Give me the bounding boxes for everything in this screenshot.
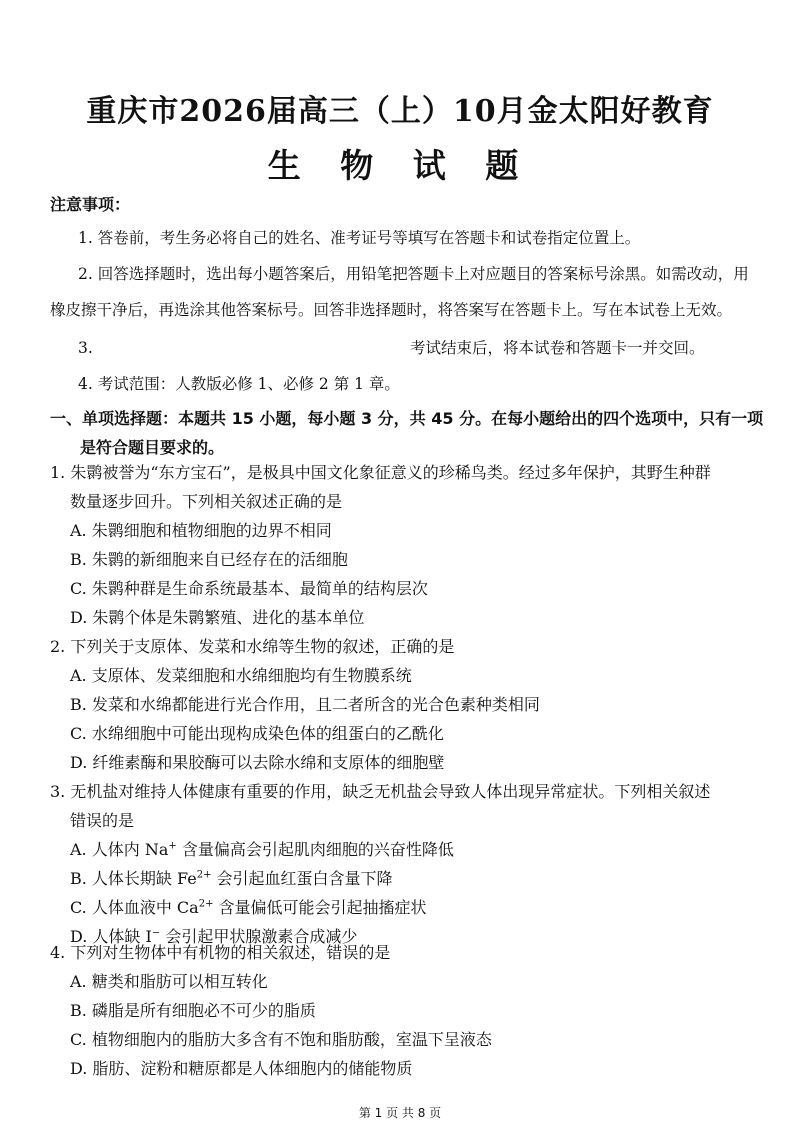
notice-item-2-line2: 橡皮擦干净后，再选涂其他答案标号。回答非选择题时，将答案写在答题卡上。写在本试卷上无效。 bbox=[50, 301, 733, 319]
question-1 bbox=[50, 458, 770, 632]
question-3-option-c: C. 人体血液中 $Ca^{2+}$ 含量偏低可能会引起抽搐症状 bbox=[70, 898, 427, 917]
question-2-option-b: B. 发菜和水绵都能进行光合作用，且二者所含的光合色素种类相同 bbox=[70, 695, 540, 714]
question-3-option-d: D. 人体缺 I− 会引起甲状腺激素合成减少 bbox=[70, 927, 358, 946]
question-1-stem-line2: 数量逐步回升。下列相关叙述正确的是 bbox=[70, 492, 343, 511]
exam-title: 重庆市2026届高三（上）10月金太阳好教育 bbox=[86, 94, 714, 129]
notice-item-3-number: 3. bbox=[78, 339, 93, 357]
question-2 bbox=[50, 632, 770, 777]
question-1-stem-line1: 1. 朱鹮被誉为“东方宝石”，是极具中国文化象征意义的珍稀鸟类。经过多年保护，其野生种群 bbox=[50, 463, 711, 482]
question-3-stem-line1: 3. 无机盐对维持人体健康有重要的作用，缺乏无机盐会导致人体出现异常症状。下列相关叙述 bbox=[50, 782, 711, 801]
notice-item-2 bbox=[50, 256, 762, 328]
question-3-stem-line2: 错误的是 bbox=[70, 811, 135, 830]
notice-heading: 注意事项： bbox=[50, 195, 131, 214]
question-2-option-a: A. 支原体、发菜细胞和水绵细胞均有生物膜系统 bbox=[70, 666, 412, 685]
question-3-option-a: A. 人体内 Na+ 含量偏高会引起肌肉细胞的兴奋性降低 bbox=[70, 840, 454, 859]
question-1-option-d: D. 朱鹮个体是朱鹮繁殖、进化的基本单位 bbox=[70, 608, 365, 627]
question-4-option-d: D. 脂肪、淀粉和糖原都是人体细胞内的储能物质 bbox=[70, 1059, 413, 1078]
notice-item-1-text: 1. 答卷前，考生务必将自己的姓名、准考证号等填写在答题卡和试卷指定位置上。 bbox=[78, 229, 641, 247]
page-number: 第 1 页 共 8 页 bbox=[358, 1106, 442, 1120]
section-heading bbox=[50, 404, 770, 462]
question-3 bbox=[50, 777, 770, 951]
notice-item-4 bbox=[50, 366, 762, 402]
question-4-option-c: C. 植物细胞内的脂肪大多含有不饱和脂肪酸，室温下呈液态 bbox=[70, 1030, 492, 1049]
question-4-stem: 4. 下列对生物体中有机物的相关叙述，错误的是 bbox=[50, 943, 391, 962]
question-4-option-a: A. 糖类和脂肪可以相互转化 bbox=[70, 972, 268, 991]
notice-item-4-text: 4. 考试范围：人教版必修 1、必修 2 第 1 章。 bbox=[78, 375, 400, 393]
notice-item-3-text: 考试结束后，将本试卷和答题卡一并交回。 bbox=[410, 339, 705, 357]
question-4 bbox=[50, 938, 770, 1083]
question-4-option-b: B. 磷脂是所有细胞必不可少的脂质 bbox=[70, 1001, 316, 1020]
question-2-option-c: C. 水绵细胞中可能出现构成染色体的组蛋白的乙酰化 bbox=[70, 724, 444, 743]
notice-item-1 bbox=[50, 220, 762, 256]
question-1-option-b: B. 朱鹮的新细胞来自已经存在的活细胞 bbox=[70, 550, 348, 569]
subject-title: 生 物 试 题 bbox=[267, 146, 533, 185]
question-1-option-a: A. 朱鹮细胞和植物细胞的边界不相同 bbox=[70, 521, 332, 540]
section-heading-line1: 一、单项选择题：本题共 15 小题，每小题 3 分，共 45 分。在每小题给出的四个选项中，只有一项 bbox=[50, 409, 764, 428]
question-2-option-d: D. 纤维素酶和果胶酶可以去除水绵和支原体的细胞壁 bbox=[70, 753, 445, 772]
question-2-stem: 2. 下列关于支原体、发菜和水绵等生物的叙述，正确的是 bbox=[50, 637, 455, 656]
question-3-option-b: B. 人体长期缺 $Fe^{2+}$ 会引起血红蛋白含量下降 bbox=[70, 869, 393, 888]
notice-item-3 bbox=[50, 330, 762, 366]
section-heading-line2: 是符合题目要求的。 bbox=[80, 438, 225, 457]
question-1-option-c: C. 朱鹮种群是生命系统最基本、最简单的结构层次 bbox=[70, 579, 428, 598]
notice-item-2-line1: 2. 回答选择题时，选出每小题答案后，用铅笔把答题卡上对应题目的答案标号涂黑。如需改动，用 bbox=[78, 265, 749, 283]
